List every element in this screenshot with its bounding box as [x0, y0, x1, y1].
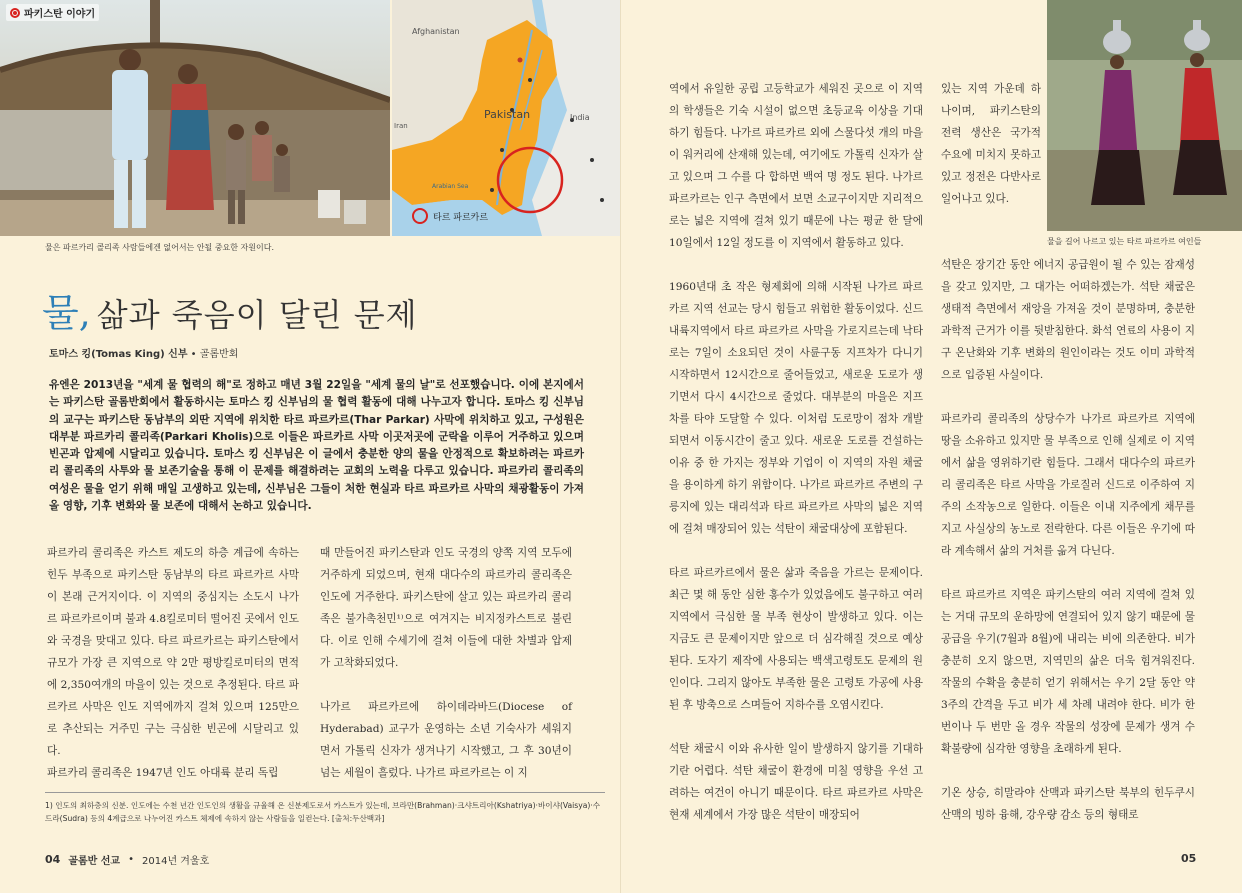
paragraph: 타르 파르카르에서 물은 삶과 죽음을 가르는 문제이다. 최근 몇 해 동안 심한 홍수가 있었음에도 불구하고 여러 지역에서 극심한 물 부족 현상이 발생하고 있다. 이는 지금도 큰 문제이지만 앞으로 더 심각해질 것으로 예상된다. 도자기 제작에 사용되는 백색고령토도 문제의 원인이다. 그리지 않아도 부족한 물은 고령토 가공에 사용된 후 방축으로 스며들어 지하수를 오염시킨다.	[669, 567, 923, 711]
article-title	[42, 282, 418, 337]
photo-caption-left: 물은 파르카리 콜리족 사람들에겐 없어서는 안될 중요한 자원이다.	[45, 243, 274, 252]
map-legend	[412, 208, 488, 224]
folio-left	[45, 852, 209, 867]
issue-label: 2014년 겨울호	[142, 856, 210, 867]
folio-right	[1181, 852, 1196, 865]
circle-marker-icon	[412, 208, 428, 224]
paragraph: 파르카리 콜리족은 카스트 제도의 하층 계급에 속하는 힌두 부족으로 파키스탄 동남부의 타르 파르카르 사막이 본래 근거지이다. 이 지역의 중심지는 소도시 나가르 파르카르이며 불과 4.8킬로미터 떨어진 곳에서 인도와 국경을 맞대고 있다. 타르 파르카르는 파키스탄에서 규모가 가장 큰 지역으로 약 2만 평방킬로미터의 면적에 2,350여개의 마을이 있는 것으로 추정된다. 타르 파르카르 사막은 인도 지역에까지 걸쳐 있으며 125만으로 추산되는 거주민 구는 극심한 빈곤에 시달리고 있다.	[47, 547, 299, 757]
section-tag	[6, 4, 99, 21]
map-label-afghanistan: Afghanistan	[412, 27, 460, 36]
byline-org: • 골롬반회	[187, 349, 239, 360]
pakistan-map	[392, 0, 620, 236]
left-page	[0, 0, 620, 893]
paragraph: 기온 상승, 히말라야 산맥과 파키스탄 북부의 힌두쿠시 산맥의 빙하 융해, 강우량 감소 등의 형태로	[941, 787, 1195, 821]
lead-paragraph: 유엔은 2013년을 "세계 물 협력의 해"로 정하고 매년 3월 22일을 "세계 물의 날"로 선포했습니다. 이에 본지에서는 파키스탄 골롬반회에서 활동하시는 토마스 킹 신부님의 물 협력 활동에 대해 나누고자 합니다. 토마스 킹 신부님의 교구는 파키스탄 동남부의 외딴 지역에 위치한 타르 파르카르(Thar Parkar) 사막에 위치하고 있고, 구성원은 대부분 파르카리 콜리족(Parkari Kholis)으로 이들은 파르카르 사막 이곳저곳에 군락을 이루어 거주하고 있으며 빈곤과 압제에 시달리고 있습니다. 토마스 킹 신부님은 이 글에서 충분한 양의 물을 안정적으로 확보하려는 파르카리 콜리족의 사투와 물 보존기술을 통해 이 문제를 해결하려는 교회의 노력을 다루고 있습니다. 파르카리 콜리족의 여성은 물을 얻기 위해 매일 고생하고 있는데, 신부님은 그들이 처한 현실과 타르 파르카르 사막의 채광활동이 가져올 영향, 기후 변화와 물 보존에 대해서 논하고 있습니다.	[49, 379, 584, 513]
column-right-2	[941, 254, 1195, 826]
paragraph: 타르 파르카르 지역은 파키스탄의 여러 지역에 걸쳐 있는 거대 규모의 운하망에 연결되어 있지 않기 때문에 물 공급을 우기(7월과 8월)에 내리는 비에 의존한다. 비가 충분히 오지 않으면, 지역민의 삶은 더욱 힘겨워진다. 작물의 수확을 충분히 얻기 위해서는 우기 2달 동안 약 3주의 간격을 두고 비가 세 차례 내려야 한다. 비가 한 번이나 두 번만 올 경우 작물의 성장에 문제가 생겨 수확불량에 심각한 영향을 초래하게 된다.	[941, 589, 1195, 755]
paragraph: 파르카리 콜리족의 상당수가 나가르 파르카르 지역에 땅을 소유하고 있지만 물 부족으로 인해 실제로 이 지역에서 삶을 영위하기란 힘들다. 그래서 대다수의 파르카리 콜리족은 타르 사막을 가로질러 신드로 이주하여 지주의 소작농으로 일한다. 이들은 이내 지주에게 채무를 지고 사실상의 농노로 전락한다. 다른 이들은 우기에 따라 계속해서 삶의 거처를 옮겨 다닌다.	[941, 413, 1195, 557]
paragraph: 1960년대 초 작은 형제회에 의해 시작된 나가르 파르카르 지역 선교는 당시 힘들고 위험한 활동이었다. 신드 내륙지역에서 타르 파르카르 사막을 가로지르는데 낙타로는 7일이 소요되던 것이 사륜구동 지프차가 다니기 시작하면서 12시간으로 줄어들었고, 새로운 도로가 생기면서 다시 4시간으로 줄었다. 대부분의 마을은 지프차를 타야 도달할 수 있다. 이처럼 도로망이 점차 개발되면서 이동시간이 줄고 있다. 새로운 도로를 건설하는 이유 중 한 가지는 정부와 기업이 이 지역의 자원 채굴을 용이하게 하기 위함이다. 나가르 파르카르 주변의 구릉지에 있는 대리석과 타르 파르카르 사막의 넓은 지역에 걸쳐 매장되어 있는 석탄이 채굴대상에 포함된다.	[669, 281, 923, 535]
paragraph: 역에서 유일한 공립 고등학교가 세워진 곳으로 이 지역의 학생들은 기숙 시설이 없으면 초등교육 이상을 기대하기 힘들다. 나가르 파르카르 외에 스물다섯 개의 마을이 워커리에 산재해 있는데, 여기에도 가톨릭 신자가 살고 있으며 그 수를 다 합하면 백여 명 정도 된다. 나가르 파르카르는 인구 측면에서 보면 소교구이지만 지리적으로는 넓은 지역에 걸쳐 있기 때문에 나는 평균 한 달에 10일에서 12일 정도를 이 지역에서 활동하고 있다.	[669, 83, 923, 249]
paragraph: 때 만들어진 파키스탄과 인도 국경의 양쪽 지역 모두에 거주하게 되었으며, 현재 대다수의 파르카리 콜리족은 인도에 거주한다. 파키스탄에 살고 있는 파르카리 콜리족은 불가촉천민¹⁾으로 여겨지는 비지정카스트로 불린다. 이로 인해 수세기에 걸쳐 이들에 대한 차별과 압제가 고착화되었다.	[320, 547, 572, 669]
village-photo	[0, 0, 390, 236]
paragraph: 있는 지역 가운데 하나이며, 파키스탄의 전력 생산은 국가적 수요에 미치지 못하고 있고 정전은 다반사로 일어나고 있다.	[941, 83, 1041, 205]
paragraph: 파르카리 콜리족은 1947년 인도 아대륙 분리 독립	[47, 767, 279, 779]
column-right-2-top	[941, 78, 1041, 210]
page-number: 05	[1181, 852, 1197, 865]
column-left-2	[320, 542, 572, 784]
page-number: 04	[45, 853, 61, 866]
byline-author: 토마스 킹(Tomas King) 신부	[49, 349, 188, 360]
women-photo	[1047, 0, 1242, 231]
map-label-arabian-sea: Arabian Sea	[432, 183, 469, 190]
map-illustration	[392, 0, 620, 236]
target-icon	[10, 8, 20, 18]
section-tag-label: 파키스탄 이야기	[24, 9, 96, 20]
title-main: 물,	[42, 291, 91, 335]
map-label-pakistan: Pakistan	[484, 108, 531, 121]
folio-separator: •	[128, 854, 135, 865]
paragraph: 석탄 채굴시 이와 유사한 일이 발생하지 않기를 기대하기란 어렵다. 석탄 채굴이 환경에 미칠 영향을 우선 고려하는 여건이 아니기 때문이다. 타르 파르카르 사막은 현재 세계에서 가장 많은 석탄이 매장되어	[669, 743, 923, 821]
map-legend-label: 타르 파르카르	[433, 212, 489, 223]
footnote-rule	[45, 792, 605, 793]
footnote: 1) 인도의 최하층의 신분. 인도에는 수천 년간 인도인의 생활을 규율해 온 신분제도로서 카스트가 있는데, 브라만(Brahman)·크샤트리아(Kshatriya)·바이샤(Vaisya)·수드라(Sudra) 등의 4계급으로 나누어진 카스트 체제에 속하지 않는 사람들을 일컫는다. [출처:두산백과]	[45, 801, 601, 823]
map-label-india: India	[570, 113, 590, 122]
paragraph: 나가르 파르카르에 하이데라바드(Diocese of Hyderabad) 교구가 운영하는 소년 기숙사가 세워지면서 가톨릭 신자가 생겨나기 시작했고, 그 후 30년이 넘는 세월이 흘렀다. 나가르 파르카르는 이 지	[320, 701, 572, 779]
map-label-iran: Iran	[394, 122, 408, 130]
title-rest: 삶과 죽음이 달린 문제	[96, 296, 418, 334]
right-page	[621, 0, 1242, 893]
magazine-name: 골롬반 선교	[68, 856, 121, 867]
village-photo-illustration	[0, 0, 390, 236]
women-photo-illustration	[1047, 0, 1242, 231]
column-right-1	[669, 78, 923, 826]
byline	[49, 345, 238, 360]
photo-caption-right: 물을 길어 나르고 있는 타르 파르카르 여인들	[1047, 237, 1202, 246]
column-left-1	[47, 542, 299, 784]
paragraph: 석탄은 장기간 동안 에너지 공급원이 될 수 있는 잠재성을 갖고 있지만, 그 대가는 어떠하겠는가. 석탄 채굴은 생태적 측면에서 재앙을 가져올 것이 분명하며, 충분한 과학적 근거가 이를 뒷받침한다. 화석 연료의 사용이 지구 온난화와 기후 변화의 원인이라는 것도 이미 과학적으로 입증된 사실이다.	[941, 259, 1195, 381]
